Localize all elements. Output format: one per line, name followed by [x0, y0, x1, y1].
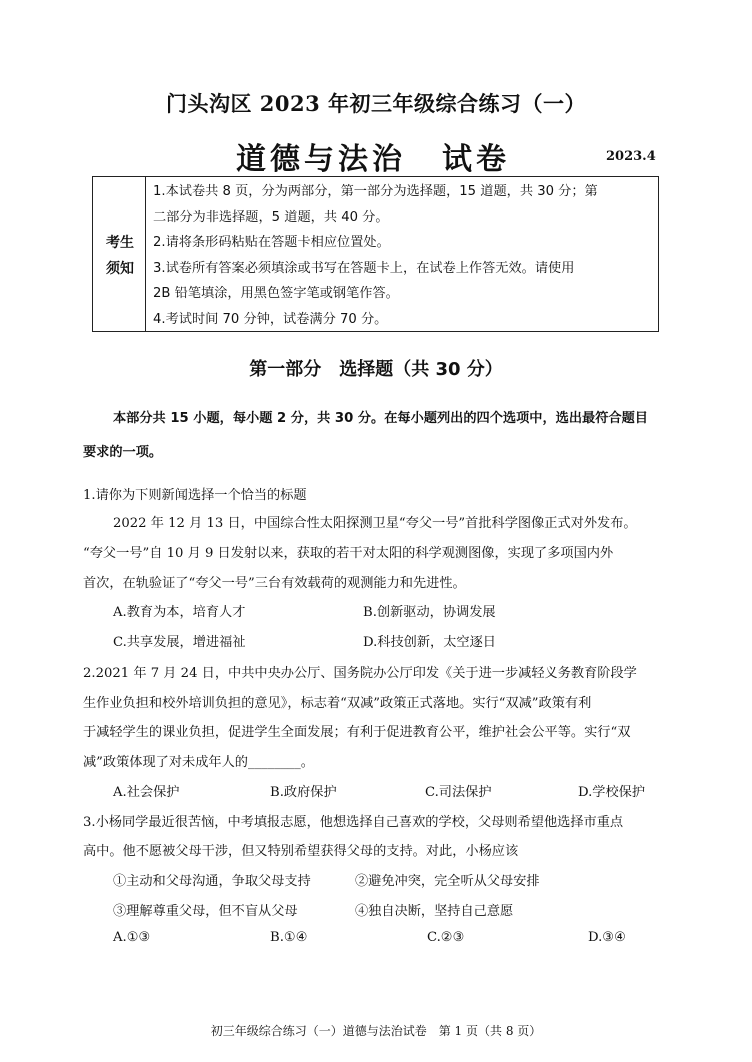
notice-rules	[153, 179, 655, 333]
q2-stem-line: 减”政策体现了对未成年人的________。	[83, 755, 314, 770]
q1-option-b: B.创新驱动，协调发展	[363, 605, 496, 620]
q1-passage-line: 2022 年 12 月 13 日，中国综合性太阳探测卫星“夸父一号”首批科学图像正式对外发布。	[113, 516, 637, 531]
subject-title	[236, 134, 510, 178]
q1-option-a: A.教育为本，培育人才	[113, 605, 246, 620]
q3-statement-2: ②避免冲突，完全听从父母安排	[355, 874, 540, 889]
q1-passage-line: “夸父一号”自 10 月 9 日发射以来，获取的若干对太阳的科学观测图像，实现了多项国内外	[83, 546, 614, 561]
q3-option-b: B.①④	[270, 930, 308, 945]
notice-line: 1.本试卷共 8 页，分为两部分，第一部分为选择题，15 道题，共 30 分；第	[153, 184, 598, 199]
exam-title: 门头沟区 2023 年初三年级综合练习（一）	[165, 91, 587, 116]
q3-option-d: D.③④	[588, 930, 626, 945]
q2-stem-line: 生作业负担和校外培训负担的意见》，标志着“双减”政策正式落地。实行“双减”政策有利	[83, 696, 592, 711]
q2-option-d: D.学校保护	[578, 785, 646, 800]
q3-statement-1: ①主动和父母沟通，争取父母支持	[113, 874, 311, 889]
notice-line: 4.考试时间 70 分钟，试卷满分 70 分。	[153, 311, 388, 327]
q3-option-c: C.②③	[427, 930, 465, 945]
notice-line: 二部分为非选择题，5 道题，共 40 分。	[153, 209, 389, 225]
q3-option-a: A.①③	[113, 930, 151, 945]
notice-label-top: 考生	[106, 235, 134, 251]
q1-stem: 1.请你为下则新闻选择一个恰当的标题	[83, 488, 307, 503]
section-intro-line2: 要求的一项。	[83, 445, 163, 460]
q1-option-c: C.共享发展，增进福祉	[113, 635, 246, 650]
exam-date: 2023.4	[606, 149, 656, 164]
q3-stem-line: 高中。他不愿被父母干涉，但又特别希望获得父母的支持。对此，小杨应该	[83, 844, 519, 859]
q3-stem-line: 3.小杨同学最近很苦恼，中考填报志愿，他想选择自己喜欢的学校，父母则希望他选择市重点	[83, 815, 624, 830]
q2-stem-line: 2.2021 年 7 月 24 日，中共中央办公厅、国务院办公厅印发《关于进一步减轻义务教育阶段学	[83, 666, 637, 681]
q2-option-b: B.政府保护	[270, 785, 337, 800]
q3-statement-3: ③理解尊重父母，但不盲从父母	[113, 904, 298, 919]
notice-line: 3.试卷所有答案必须填涂或书写在答题卡上，在试卷上作答无效。请使用	[153, 260, 575, 276]
subject-name: 道德与法治	[236, 142, 406, 177]
paper-label: 试卷	[442, 142, 510, 177]
notice-line: 2B 铅笔填涂，用黑色签字笔或钢笔作答。	[153, 286, 399, 302]
q1-option-d: D.科技创新，太空逐日	[363, 635, 496, 650]
q3-statement-4: ④独自决断，坚持自己意愿	[355, 904, 514, 919]
notice-label	[93, 177, 146, 331]
notice-line: 2.请将条形码粘贴在答题卡相应位置处。	[153, 235, 390, 251]
q2-option-c: C.司法保护	[425, 785, 492, 800]
section-title: 第一部分 选择题（共 30 分）	[249, 359, 503, 380]
notice-box	[92, 176, 659, 332]
q2-option-a: A.社会保护	[113, 785, 180, 800]
q2-stem-line: 于减轻学生的课业负担，促进学生全面发展；有利于促进教育公平，维护社会公平等。实行“双	[83, 725, 631, 740]
notice-label-bottom: 须知	[106, 261, 134, 277]
section-intro-line1: 本部分共 15 小题，每小题 2 分，共 30 分。在每小题列出的四个选项中，选出最符合题目	[113, 411, 648, 426]
page-footer: 初三年级综合练习（一）道德与法治试卷 第 1 页（共 8 页）	[210, 1024, 542, 1038]
q1-passage-line: 首次，在轨验证了“夸父一号”三台有效载荷的观测能力和先进性。	[83, 576, 466, 591]
